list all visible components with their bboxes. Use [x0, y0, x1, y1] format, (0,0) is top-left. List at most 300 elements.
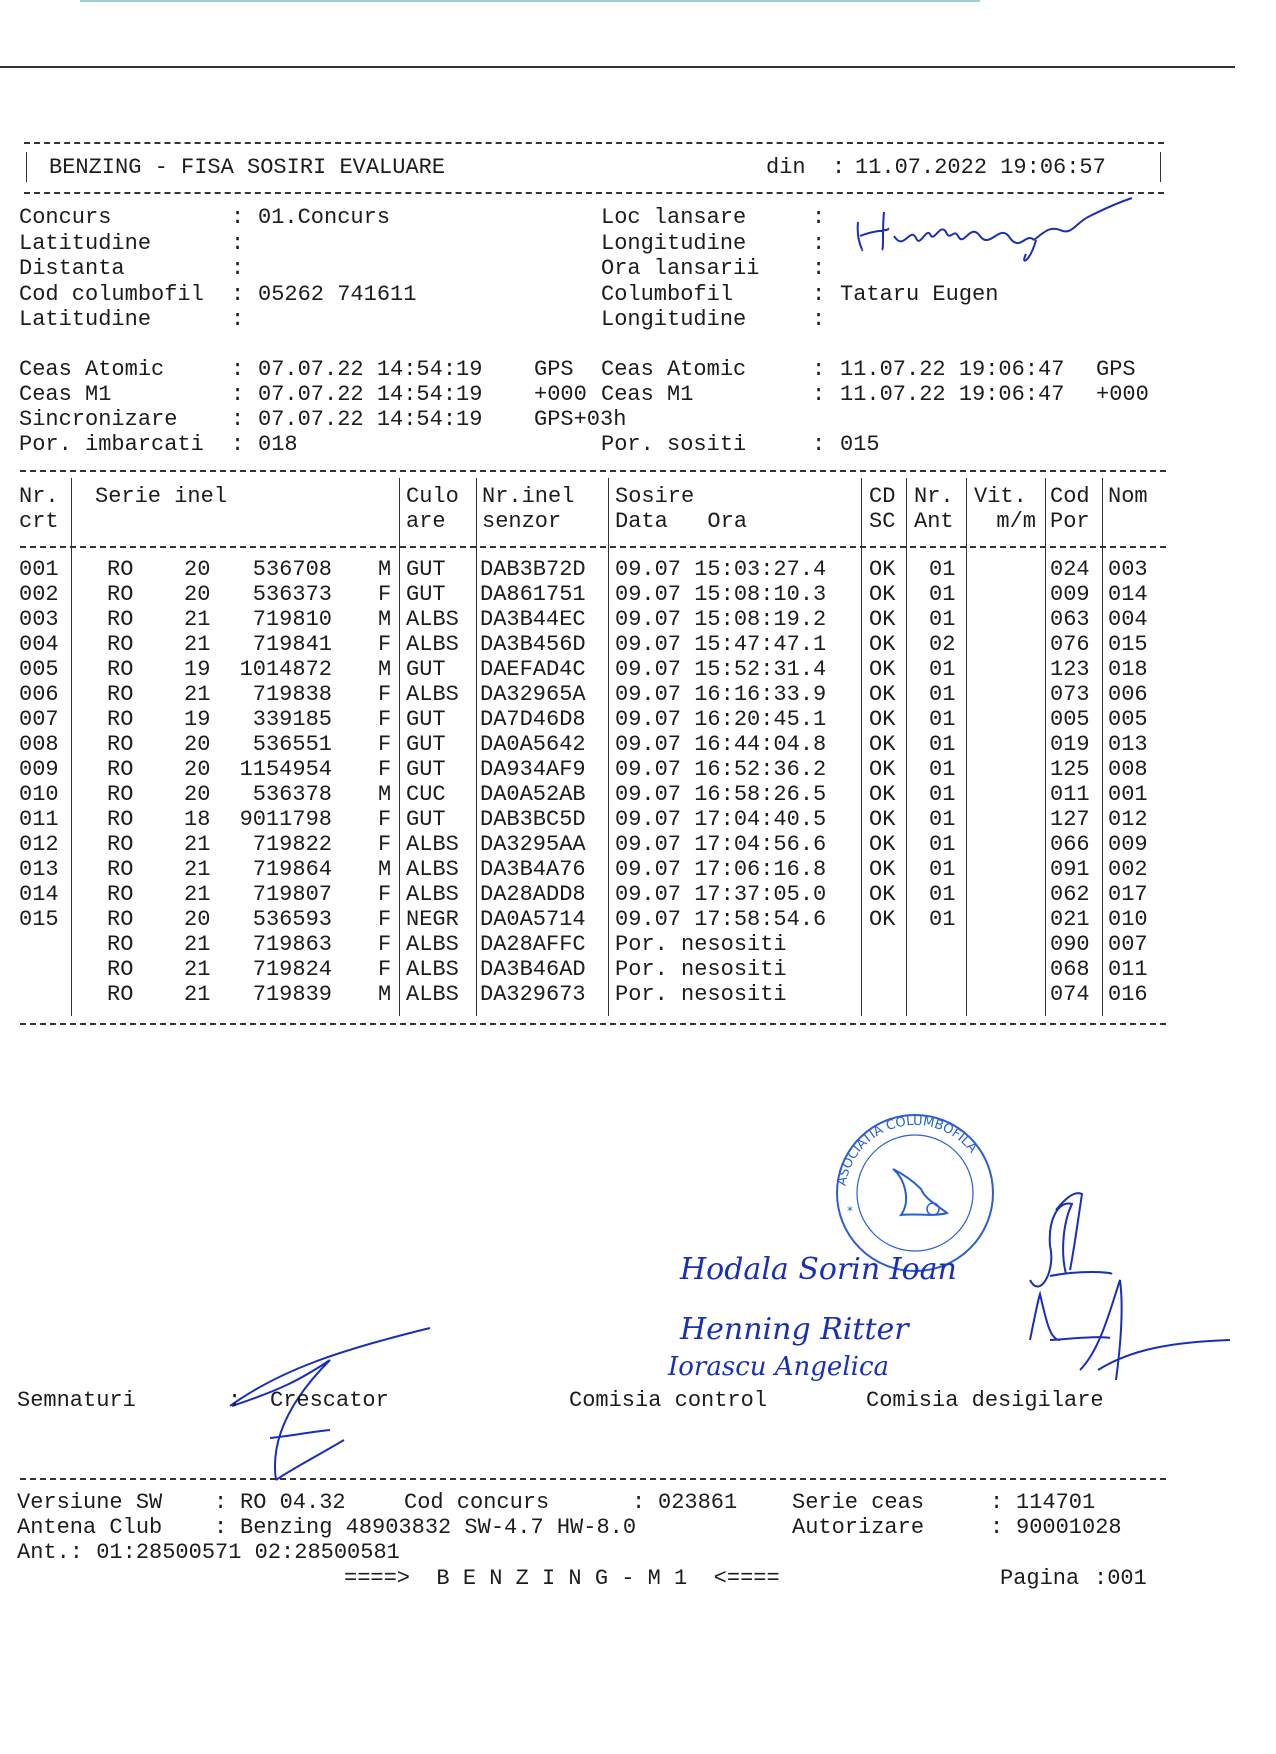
cell-sosire: Por. nesositi	[615, 932, 787, 957]
cell-sex: F	[378, 757, 392, 782]
cell-inel: 719807	[252, 882, 332, 907]
page-title: BENZING - FISA SOSIRI EVALUARE	[49, 155, 446, 180]
autorizare-colon: :	[990, 1515, 1004, 1540]
cell-an: 21	[184, 632, 211, 657]
cell-an: 21	[184, 957, 211, 982]
cell-an: 21	[184, 857, 211, 882]
clock-value: 07.07.22 14:54:19	[258, 407, 483, 432]
cell-tara: RO	[107, 657, 134, 682]
info-label: Ora lansarii	[601, 256, 760, 281]
cell-tara: RO	[107, 857, 134, 882]
info-label: Longitudine	[601, 230, 747, 256]
cell-nom: 018	[1108, 657, 1148, 682]
table-rule-header	[20, 546, 1166, 548]
cell-inel: 339185	[252, 707, 332, 732]
clock-label: Ceas M1	[19, 382, 112, 407]
cell-nom: 002	[1108, 857, 1148, 882]
column-header: Nr.	[914, 484, 954, 509]
clock-label: Ceas M1	[601, 382, 694, 407]
cell-an: 20	[184, 907, 211, 932]
cell-ant: 01	[929, 682, 956, 707]
cell-tara: RO	[107, 957, 134, 982]
column-header: Cod	[1050, 484, 1090, 509]
cell-nr: 001	[19, 557, 59, 582]
cell-ant: 01	[929, 832, 956, 857]
cell-sosire: 09.07 15:08:19.2	[615, 607, 827, 632]
cell-tara: RO	[107, 632, 134, 657]
cell-senzor: DA32965A	[480, 682, 586, 707]
cell-inel: 1014872	[239, 657, 332, 682]
cell-nr: 009	[19, 757, 59, 782]
cell-culoare: ALBS	[406, 632, 459, 657]
cell-ant: 01	[929, 732, 956, 757]
clock-colon: :	[231, 382, 245, 407]
column-line	[71, 478, 72, 1016]
cell-sex: F	[378, 682, 392, 707]
cell-nr: 011	[19, 807, 59, 832]
cell-tara: RO	[107, 882, 134, 907]
column-line	[1045, 478, 1046, 1016]
cell-cdsc: OK	[869, 782, 896, 807]
cell-sosire: Por. nesositi	[615, 957, 787, 982]
versiune-colon: :	[214, 1490, 228, 1515]
header-box-right	[1160, 152, 1161, 182]
autorizare-label: Autorizare	[792, 1515, 925, 1540]
cell-culoare: GUT	[406, 582, 446, 607]
cell-sex: F	[378, 582, 392, 607]
cell-culoare: GUT	[406, 657, 446, 682]
cell-inel: 9011798	[239, 807, 332, 832]
clock-colon: :	[812, 382, 826, 407]
antena-colon: :	[214, 1515, 228, 1540]
antena-value: Benzing 48903832 SW-4.7 HW-8.0	[240, 1515, 637, 1540]
clock-colon: :	[231, 432, 245, 457]
cell-nom: 006	[1108, 682, 1148, 707]
column-header-sub: senzor	[482, 509, 562, 534]
cell-cod: 009	[1050, 582, 1090, 607]
cell-senzor: DA3B456D	[480, 632, 586, 657]
cell-inel: 1154954	[239, 757, 332, 782]
cell-ant: 01	[929, 757, 956, 782]
clock-extra: GPS+03h	[534, 407, 627, 432]
cell-inel: 536373	[252, 582, 332, 607]
footer-rule	[20, 1478, 1166, 1480]
cell-an: 20	[184, 557, 211, 582]
top-rule	[0, 66, 1235, 68]
antena-label: Antena Club	[17, 1515, 163, 1540]
cell-sosire: 09.07 16:16:33.9	[615, 682, 827, 707]
cell-sosire: 09.07 17:04:56.6	[615, 832, 827, 857]
cell-senzor: DA28ADD8	[480, 882, 586, 907]
column-line	[399, 478, 400, 1016]
clock-extra: +000	[534, 382, 587, 407]
cell-tara: RO	[107, 982, 134, 1007]
cell-nom: 007	[1108, 932, 1148, 957]
cell-senzor: DA0A52AB	[480, 782, 586, 807]
clock-label: Por. imbarcati	[19, 432, 204, 457]
cell-nom: 014	[1108, 582, 1148, 607]
clock-value: 015	[840, 432, 880, 457]
cell-senzor: DA3B46AD	[480, 957, 586, 982]
cell-inel: 719824	[252, 957, 332, 982]
cell-senzor: DA0A5714	[480, 907, 586, 932]
info-label: Distanta	[19, 256, 125, 281]
cell-sosire: 09.07 15:03:27.4	[615, 557, 827, 582]
cell-inel: 719838	[252, 682, 332, 707]
cell-culoare: ALBS	[406, 957, 459, 982]
info-label: Concurs	[19, 205, 112, 230]
cell-ant: 01	[929, 782, 956, 807]
comisia-desigilare-label: Comisia desigilare	[866, 1388, 1104, 1413]
cell-senzor: DA3B44EC	[480, 607, 586, 632]
autorizare-value: 90001028	[1016, 1515, 1122, 1540]
column-header-sub: Data Ora	[615, 509, 748, 534]
cell-nr: 003	[19, 607, 59, 632]
clock-colon: :	[231, 357, 245, 382]
scan-edge-line	[80, 0, 980, 2]
cell-nr: 004	[19, 632, 59, 657]
cell-cdsc: OK	[869, 882, 896, 907]
cell-nr: 005	[19, 657, 59, 682]
versiune-value: RO 04.32	[240, 1490, 346, 1515]
cell-tara: RO	[107, 682, 134, 707]
cell-tara: RO	[107, 807, 134, 832]
column-line	[1102, 478, 1103, 1016]
info-value: 01.Concurs	[258, 205, 391, 230]
cell-culoare: ALBS	[406, 682, 459, 707]
serie-ceas-value: 114701	[1016, 1490, 1096, 1515]
cell-nr: 013	[19, 857, 59, 882]
antenna-line: Ant.: 01:28500571 02:28500581	[17, 1540, 400, 1565]
cell-sosire: 09.07 16:58:26.5	[615, 782, 827, 807]
cell-nom: 012	[1108, 807, 1148, 832]
cell-senzor: DA0A5642	[480, 732, 586, 757]
info-value: 05262 741611	[258, 281, 417, 307]
versiune-label: Versiune SW	[17, 1490, 163, 1515]
cell-sosire: 09.07 17:37:05.0	[615, 882, 827, 907]
cell-cdsc: OK	[869, 657, 896, 682]
cell-sosire: 09.07 17:06:16.8	[615, 857, 827, 882]
cell-ant: 02	[929, 632, 956, 657]
header-rule-top	[24, 142, 1164, 144]
cell-cdsc: OK	[869, 732, 896, 757]
clock-extra: GPS	[1096, 357, 1136, 382]
cell-an: 20	[184, 732, 211, 757]
cell-inel: 536708	[252, 557, 332, 582]
cell-culoare: ALBS	[406, 832, 459, 857]
cell-cod: 123	[1050, 657, 1090, 682]
cell-ant: 01	[929, 882, 956, 907]
cell-tara: RO	[107, 557, 134, 582]
info-colon: :	[812, 307, 826, 332]
info-value: Tataru Eugen	[840, 281, 999, 307]
info-label: Cod columbofil	[19, 281, 204, 307]
clock-extra: GPS	[534, 357, 574, 382]
info-colon: :	[812, 256, 826, 281]
cell-culoare: NEGR	[406, 907, 459, 932]
cell-sex: M	[378, 657, 392, 682]
cell-cdsc: OK	[869, 807, 896, 832]
clock-extra: +000	[1096, 382, 1149, 407]
cell-cod: 127	[1050, 807, 1090, 832]
cell-sosire: 09.07 16:20:45.1	[615, 707, 827, 732]
clock-value: 07.07.22 14:54:19	[258, 357, 483, 382]
handwritten-name-1: Hodala Sorin Ioan	[680, 1252, 957, 1287]
date-value: 11.07.2022 19:06:57	[855, 155, 1106, 180]
svg-text:ASOCIATIA COLUMBOFILA: ASOCIATIA COLUMBOFILA	[834, 1113, 980, 1187]
info-colon: :	[231, 230, 245, 256]
cell-cod: 073	[1050, 682, 1090, 707]
cell-sex: M	[378, 857, 392, 882]
cell-cdsc: OK	[869, 582, 896, 607]
cell-an: 18	[184, 807, 211, 832]
cell-tara: RO	[107, 707, 134, 732]
cell-cdsc: OK	[869, 632, 896, 657]
cell-nr: 006	[19, 682, 59, 707]
cell-inel: 719839	[252, 982, 332, 1007]
info-colon: :	[812, 230, 826, 256]
cell-nom: 003	[1108, 557, 1148, 582]
column-line	[966, 478, 967, 1016]
column-header-sub: are	[406, 509, 446, 534]
column-header-sub: Ant	[914, 509, 954, 534]
column-header: CD	[869, 484, 896, 509]
cell-cod: 068	[1050, 957, 1090, 982]
cell-nom: 004	[1108, 607, 1148, 632]
cell-senzor: DAB3B72D	[480, 557, 586, 582]
cell-senzor: DA3B4A76	[480, 857, 586, 882]
pagina-value: :001	[1094, 1566, 1147, 1591]
cell-nom: 005	[1108, 707, 1148, 732]
cell-sex: F	[378, 957, 392, 982]
cell-cdsc: OK	[869, 707, 896, 732]
cell-sosire: 09.07 16:52:36.2	[615, 757, 827, 782]
cell-inel: 536593	[252, 907, 332, 932]
cell-cdsc: OK	[869, 832, 896, 857]
cell-cdsc: OK	[869, 557, 896, 582]
cell-cod: 074	[1050, 982, 1090, 1007]
cell-culoare: CUC	[406, 782, 446, 807]
cell-an: 21	[184, 607, 211, 632]
cell-culoare: ALBS	[406, 982, 459, 1007]
cell-tara: RO	[107, 582, 134, 607]
handwritten-name-2: Henning Ritter	[680, 1312, 909, 1347]
clock-label: Por. sositi	[601, 432, 747, 457]
cell-tara: RO	[107, 932, 134, 957]
cell-cod: 076	[1050, 632, 1090, 657]
column-line	[608, 478, 609, 1016]
cell-nr: 010	[19, 782, 59, 807]
clock-value: 11.07.22 19:06:47	[840, 357, 1065, 382]
cell-an: 20	[184, 782, 211, 807]
cell-nom: 008	[1108, 757, 1148, 782]
cell-nr: 008	[19, 732, 59, 757]
cell-cod: 091	[1050, 857, 1090, 882]
benzing-banner: ====> B E N Z I N G - M 1 <====	[344, 1566, 780, 1591]
cell-an: 21	[184, 882, 211, 907]
cell-inel: 536378	[252, 782, 332, 807]
cell-cod: 062	[1050, 882, 1090, 907]
cell-sex: F	[378, 707, 392, 732]
cell-tara: RO	[107, 607, 134, 632]
date-colon: :	[832, 155, 846, 180]
column-header-sub: crt	[19, 509, 59, 534]
cell-inel: 719864	[252, 857, 332, 882]
info-label: Columbofil	[601, 281, 734, 307]
cell-cod: 005	[1050, 707, 1090, 732]
info-colon: :	[231, 307, 245, 332]
cell-sex: F	[378, 732, 392, 757]
cell-senzor: DA28AFFC	[480, 932, 586, 957]
cell-an: 20	[184, 582, 211, 607]
column-header: Nr.	[19, 484, 59, 509]
signatures-label: Semnaturi	[17, 1388, 136, 1413]
cell-ant: 01	[929, 807, 956, 832]
cell-nr: 012	[19, 832, 59, 857]
info-label: Longitudine	[601, 307, 747, 332]
cell-cod: 090	[1050, 932, 1090, 957]
cell-sosire: 09.07 16:44:04.8	[615, 732, 827, 757]
info-colon: :	[231, 281, 245, 307]
cell-culoare: ALBS	[406, 932, 459, 957]
clock-label: Ceas Atomic	[601, 357, 747, 382]
cell-sosire: 09.07 15:47:47.1	[615, 632, 827, 657]
comisia-control-label: Comisia control	[569, 1388, 768, 1413]
cell-cod: 019	[1050, 732, 1090, 757]
cell-nom: 016	[1108, 982, 1148, 1007]
cell-nom: 001	[1108, 782, 1148, 807]
cell-sex: M	[378, 557, 392, 582]
column-header-sub: Por	[1050, 509, 1090, 534]
cod-concurs-label: Cod concurs	[404, 1490, 550, 1515]
cell-inel: 719841	[252, 632, 332, 657]
cell-ant: 01	[929, 557, 956, 582]
serie-ceas-label: Serie ceas	[792, 1490, 925, 1515]
cell-cod: 063	[1050, 607, 1090, 632]
cell-nom: 010	[1108, 907, 1148, 932]
cell-inel: 719822	[252, 832, 332, 857]
cell-senzor: DA934AF9	[480, 757, 586, 782]
cell-sosire: 09.07 17:58:54.6	[615, 907, 827, 932]
table-rule-top	[20, 470, 1166, 472]
cell-culoare: ALBS	[406, 882, 459, 907]
cell-cod: 024	[1050, 557, 1090, 582]
pagina-label: Pagina	[1000, 1566, 1080, 1591]
cell-sex: M	[378, 607, 392, 632]
cell-nr: 015	[19, 907, 59, 932]
info-label: Latitudine	[19, 307, 152, 332]
info-colon: :	[231, 256, 245, 281]
clock-colon: :	[812, 432, 826, 457]
cell-ant: 01	[929, 707, 956, 732]
svg-text:*: *	[847, 1204, 853, 1218]
cell-sex: F	[378, 807, 392, 832]
cell-cod: 125	[1050, 757, 1090, 782]
clock-colon: :	[231, 407, 245, 432]
cell-culoare: GUT	[406, 807, 446, 832]
cell-senzor: DA861751	[480, 582, 586, 607]
cell-inel: 719863	[252, 932, 332, 957]
column-line	[861, 478, 862, 1016]
cell-tara: RO	[107, 757, 134, 782]
clock-value: 018	[258, 432, 298, 457]
cell-cod: 021	[1050, 907, 1090, 932]
info-colon: :	[812, 205, 826, 230]
cell-nom: 017	[1108, 882, 1148, 907]
cell-nom: 013	[1108, 732, 1148, 757]
serie-ceas-colon: :	[990, 1490, 1004, 1515]
cell-sex: F	[378, 932, 392, 957]
info-label: Loc lansare	[601, 205, 747, 230]
cell-sex: F	[378, 907, 392, 932]
clock-value: 11.07.22 19:06:47	[840, 382, 1065, 407]
column-header: Serie inel	[95, 484, 228, 509]
cell-culoare: ALBS	[406, 607, 459, 632]
column-header: Nr.inel	[482, 484, 575, 509]
cell-cdsc: OK	[869, 907, 896, 932]
cell-ant: 01	[929, 607, 956, 632]
cell-cdsc: OK	[869, 857, 896, 882]
cell-senzor: DA7D46D8	[480, 707, 586, 732]
cell-culoare: GUT	[406, 757, 446, 782]
clock-label: Sincronizare	[19, 407, 178, 432]
handwritten-location	[850, 192, 1140, 272]
info-label: Latitudine	[19, 230, 152, 256]
column-header: Culo	[406, 484, 459, 509]
cell-senzor: DAEFAD4C	[480, 657, 586, 682]
date-label: din	[766, 155, 806, 180]
column-line	[476, 478, 477, 1016]
cell-ant: 01	[929, 582, 956, 607]
cell-nom: 009	[1108, 832, 1148, 857]
column-header: Nom	[1108, 484, 1148, 509]
association-stamp	[825, 1105, 1005, 1275]
cell-an: 21	[184, 932, 211, 957]
cell-sosire: Por. nesositi	[615, 982, 787, 1007]
cell-tara: RO	[107, 907, 134, 932]
cell-cod: 066	[1050, 832, 1090, 857]
cell-senzor: DA329673	[480, 982, 586, 1007]
cell-nom: 011	[1108, 957, 1148, 982]
cell-an: 19	[184, 657, 211, 682]
cell-ant: 01	[929, 907, 956, 932]
cell-nom: 015	[1108, 632, 1148, 657]
cell-nr: 002	[19, 582, 59, 607]
cell-sosire: 09.07 17:04:40.5	[615, 807, 827, 832]
cell-an: 20	[184, 757, 211, 782]
signatures-colon: :	[228, 1388, 242, 1413]
cell-cod: 011	[1050, 782, 1090, 807]
cell-nr: 007	[19, 707, 59, 732]
cell-culoare: ALBS	[406, 857, 459, 882]
cell-sosire: 09.07 15:52:31.4	[615, 657, 827, 682]
cell-sex: M	[378, 782, 392, 807]
column-header: Vit.	[974, 484, 1027, 509]
cell-sosire: 09.07 15:08:10.3	[615, 582, 827, 607]
cell-cdsc: OK	[869, 682, 896, 707]
crescator-label: Crescator	[270, 1388, 389, 1413]
info-colon: :	[812, 281, 826, 307]
cell-sex: M	[378, 982, 392, 1007]
cell-senzor: DA3295AA	[480, 832, 586, 857]
cell-sex: F	[378, 632, 392, 657]
column-header: Sosire	[615, 484, 695, 509]
desigilare-signatures	[1020, 1190, 1250, 1400]
handwritten-name-3: Iorascu Angelica	[668, 1352, 890, 1382]
cod-concurs-value: 023861	[658, 1490, 738, 1515]
cell-ant: 01	[929, 657, 956, 682]
column-header-sub: SC	[869, 509, 896, 534]
